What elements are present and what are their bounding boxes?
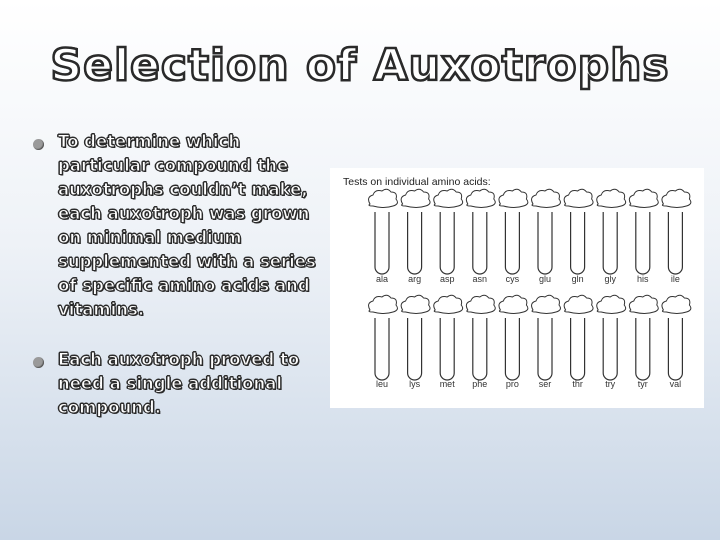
tube-label: ala [375, 274, 389, 284]
cotton-plug-icon [597, 189, 626, 207]
bullet-dot-icon [33, 357, 44, 368]
slide-title: Selection of Auxotrophs [50, 40, 670, 91]
amino-acid-test-figure [330, 168, 704, 408]
tube-outline [603, 212, 617, 274]
cotton-plug-icon [369, 189, 398, 207]
test-tube-ala [369, 189, 398, 284]
cotton-plug-icon [401, 189, 430, 207]
tube-label: tyr [637, 379, 648, 389]
cotton-plug-icon [597, 295, 626, 313]
bullet-list [30, 130, 320, 446]
tube-outline [440, 318, 454, 380]
tube-outline [473, 212, 487, 274]
bullet-item [30, 348, 320, 420]
tube-label: his [637, 274, 649, 284]
test-tube-try [597, 295, 626, 389]
tube-label: asp [439, 274, 455, 284]
test-tube-rack [330, 168, 704, 408]
tube-outline [538, 318, 552, 380]
test-tube-pro [499, 295, 528, 389]
bullet-item [30, 130, 320, 322]
test-tube-leu [369, 295, 398, 389]
test-tube-cys [499, 189, 528, 284]
cotton-plug-icon [434, 295, 463, 313]
cotton-plug-icon [499, 189, 528, 207]
tube-outline [571, 212, 585, 274]
test-tube-asp [434, 189, 463, 284]
cotton-plug-icon [629, 189, 658, 207]
tube-outline [668, 318, 682, 380]
cotton-plug-icon [499, 295, 528, 313]
test-tube-gly [597, 189, 626, 284]
tube-label: gly [604, 274, 616, 284]
test-tube-ile [662, 189, 691, 284]
test-tube-glu [532, 189, 561, 284]
test-tube-gln [564, 189, 593, 284]
tube-outline [538, 212, 552, 274]
bullet-text: Each auxotroph proved to need a single additional compound. [58, 350, 300, 417]
tube-label: val [669, 379, 682, 389]
tube-label: phe [472, 379, 488, 389]
tube-outline [408, 212, 422, 274]
tube-label: asn [472, 274, 488, 284]
test-tube-his [629, 189, 658, 284]
bullet-dot-icon [33, 139, 44, 150]
tube-outline [636, 318, 650, 380]
tube-outline [505, 212, 519, 274]
test-tube-lys [401, 295, 430, 389]
cotton-plug-icon [662, 295, 691, 313]
tube-outline [636, 212, 650, 274]
tube-label: pro [505, 379, 519, 389]
test-tube-arg [401, 189, 430, 284]
tube-outline [571, 318, 585, 380]
tube-label: arg [408, 274, 422, 284]
tube-outline [603, 318, 617, 380]
tube-label: thr [572, 379, 583, 389]
tube-label: met [439, 379, 455, 389]
tube-outline [440, 212, 454, 274]
cotton-plug-icon [369, 295, 398, 313]
tube-label: cys [505, 274, 520, 284]
tube-label: try [605, 379, 616, 389]
tube-outline [473, 318, 487, 380]
test-tube-tyr [629, 295, 658, 389]
cotton-plug-icon [564, 189, 593, 207]
cotton-plug-icon [564, 295, 593, 313]
tube-label: ile [670, 274, 680, 284]
tube-outline [375, 318, 389, 380]
figure-title: Tests on individual amino acids: [343, 176, 491, 188]
cotton-plug-icon [401, 295, 430, 313]
test-tube-met [434, 295, 463, 389]
test-tube-ser [532, 295, 561, 389]
test-tube-thr [564, 295, 593, 389]
test-tube-asn [466, 189, 495, 284]
tube-label: leu [375, 379, 389, 389]
tube-outline [408, 318, 422, 380]
cotton-plug-icon [662, 189, 691, 207]
cotton-plug-icon [532, 189, 561, 207]
cotton-plug-icon [466, 295, 495, 313]
tube-label: ser [538, 379, 552, 389]
tube-label: glu [538, 274, 552, 284]
tube-label: gln [571, 274, 584, 284]
tube-outline [668, 212, 682, 274]
cotton-plug-icon [434, 189, 463, 207]
bullet-text: To determine which particular compound the auxotrophs couldn’t make, each auxotroph was grown on minimal medium supplemented with a series of specific amino acids and vitamins. [58, 132, 316, 319]
test-tube-phe [466, 295, 495, 389]
test-tube-val [662, 295, 691, 389]
tube-label: lys [409, 379, 421, 389]
cotton-plug-icon [532, 295, 561, 313]
tube-outline [505, 318, 519, 380]
tube-outline [375, 212, 389, 274]
cotton-plug-icon [629, 295, 658, 313]
cotton-plug-icon [466, 189, 495, 207]
